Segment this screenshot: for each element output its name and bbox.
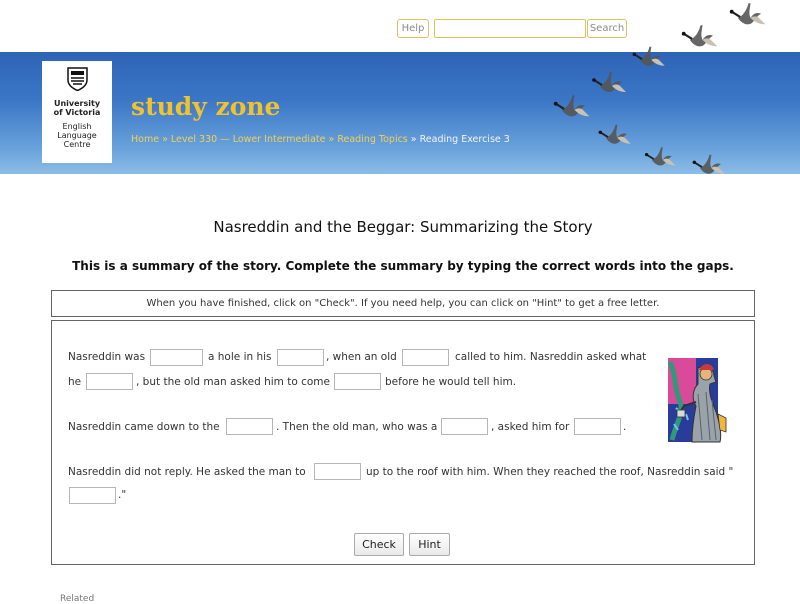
breadcrumb-level[interactable]: Level 330 — Lower Intermediate bbox=[170, 134, 326, 145]
logo-line: of Victoria bbox=[53, 108, 101, 117]
hint-button[interactable]: Hint bbox=[409, 533, 450, 556]
breadcrumb-current: Reading Exercise 3 bbox=[419, 134, 510, 145]
gap-input[interactable] bbox=[226, 418, 273, 435]
flying-geese-icon bbox=[548, 0, 800, 185]
summary-text: Nasreddin was bbox=[68, 351, 146, 363]
centre-name bbox=[42, 122, 112, 149]
footer-text: Related bbox=[60, 594, 95, 604]
gap-input[interactable] bbox=[334, 373, 381, 390]
university-name bbox=[42, 99, 112, 117]
logo-line: Language bbox=[57, 131, 97, 140]
instructions: This is a summary of the story. Complete the summary by typing the correct words into the gaps. bbox=[72, 259, 734, 273]
gap-input[interactable] bbox=[277, 349, 324, 366]
logo-line: Centre bbox=[63, 140, 91, 149]
gap-input[interactable] bbox=[441, 418, 488, 435]
logo-line: University bbox=[53, 99, 101, 108]
summary-text: ." bbox=[118, 489, 127, 501]
search-button[interactable]: Search bbox=[587, 19, 627, 38]
gap-input[interactable] bbox=[86, 373, 133, 390]
breadcrumb-topics[interactable]: Reading Topics bbox=[337, 134, 408, 145]
breadcrumb-separator: » bbox=[407, 134, 420, 145]
gap-input[interactable] bbox=[402, 349, 449, 366]
summary-text: before he would tell him. bbox=[385, 376, 517, 388]
gap-input[interactable] bbox=[150, 349, 203, 366]
summary-text: a hole in his bbox=[208, 351, 272, 363]
summary-text: , when an old bbox=[326, 351, 397, 363]
help-button[interactable]: Help bbox=[397, 19, 429, 38]
gap-input[interactable] bbox=[574, 418, 621, 435]
summary-text: Nasreddin did not reply. He asked the man to bbox=[68, 466, 306, 478]
breadcrumb-home[interactable]: Home bbox=[131, 134, 160, 145]
summary-text: Nasreddin came down to the bbox=[68, 421, 220, 433]
crest-icon bbox=[67, 67, 88, 91]
university-logo[interactable] bbox=[42, 61, 112, 163]
logo-line: English bbox=[62, 122, 92, 131]
breadcrumb bbox=[131, 134, 510, 145]
help-note: When you have finished, click on "Check". If you need help, you can click on "Hint" to get a free letter. bbox=[51, 290, 755, 317]
site-title: study zone bbox=[131, 92, 281, 121]
summary-text: he bbox=[68, 376, 82, 388]
gap-input[interactable] bbox=[69, 487, 116, 504]
summary-text: called to him. Nasreddin asked what bbox=[455, 351, 647, 363]
summary-text: . Then the old man, who was a bbox=[276, 421, 438, 433]
gap-input[interactable] bbox=[314, 463, 361, 480]
beggar-illustration bbox=[666, 354, 728, 446]
check-button[interactable]: Check bbox=[354, 533, 404, 556]
summary-text: . bbox=[623, 421, 627, 433]
breadcrumb-separator: » bbox=[325, 134, 338, 145]
breadcrumb-separator: » bbox=[159, 134, 171, 145]
summary-text: , asked him for bbox=[491, 421, 570, 433]
summary-text: , but the old man asked him to come bbox=[136, 376, 330, 388]
summary-text: up to the roof with him. When they reached the roof, Nasreddin said " bbox=[366, 466, 734, 478]
page-title: Nasreddin and the Beggar: Summarizing the Story bbox=[213, 218, 593, 236]
